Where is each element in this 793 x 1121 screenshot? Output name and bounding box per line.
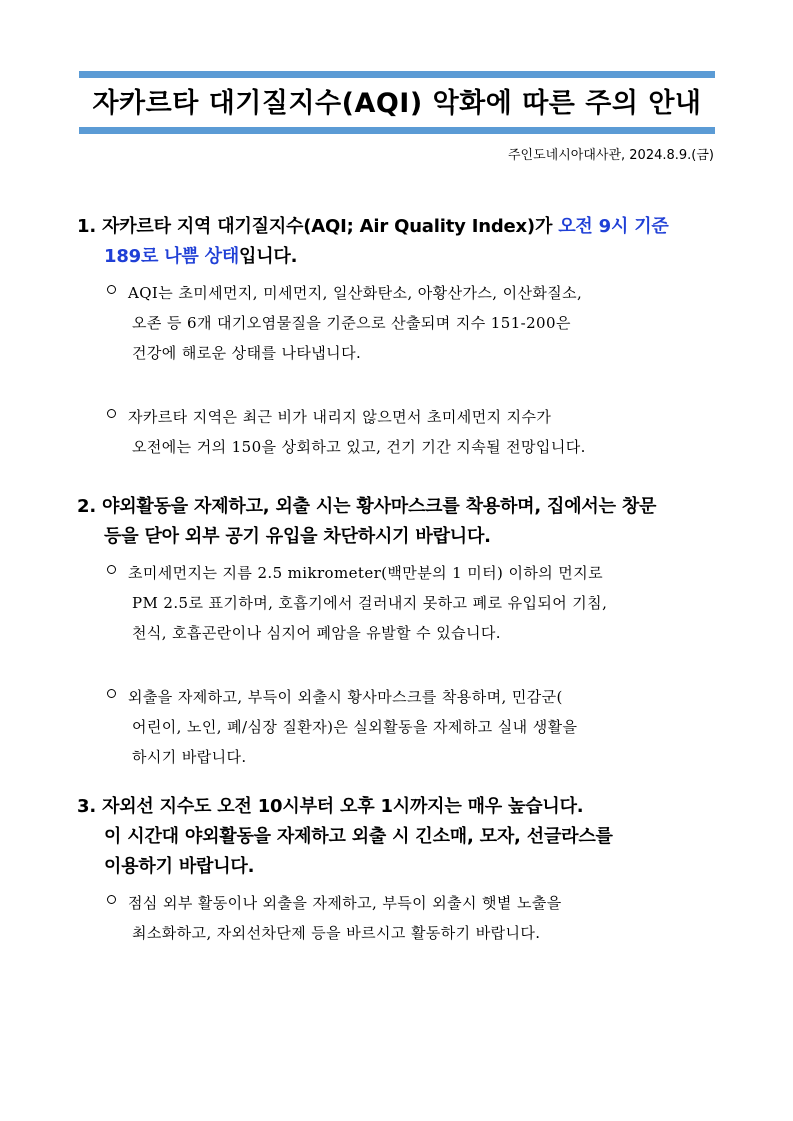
section-3-heading-line-2: 이 시간대 야외활동을 자제하고 외출 시 긴소매, 모자, 선글라스를: [104, 826, 613, 847]
section-3: [77, 792, 727, 948]
section-1-bullet-2: 자카르타 지역은 최근 비가 내리지 않으면서 초미세먼지 지수가 오전에는 거의 150을 상회하고 있고, 건기 기간 지속될 전망입니다.: [77, 402, 727, 462]
section-3-bullet-1: 점심 외부 활동이나 외출을 자제하고, 부득이 외출시 햇볕 노출을 최소화하고, 자외선차단제 등을 바르시고 활동하기 바랍니다.: [77, 888, 727, 948]
section-2-bullet-1: 초미세먼지는 지름 2.5 mikrometer(백만분의 1 미터) 이하의 먼지로 PM 2.5로 표기하며, 호흡기에서 걸러내지 못하고 폐로 유입되어 기침, 천식, 호흡곤란이나 심지어 폐암을 유발할 수 있습니다.: [77, 558, 727, 648]
section-1-heading-line-2: 189로 나쁨 상태입니다.: [104, 246, 298, 267]
highlight-time: 오전 9시 기준: [558, 216, 669, 237]
section-3-heading-line-1: 3. 자외선 지수도 오전 10시부터 오후 1시까지는 매우 높습니다.: [77, 796, 584, 817]
circle-bullet-icon: [107, 565, 116, 574]
section-2-bullet-2: 외출을 자제하고, 부득이 외출시 황사마스크를 착용하며, 민감군( 어린이, 노인, 폐/심장 질환자)은 실외활동을 자제하고 실내 생활을 하시기 바랍니다.: [77, 682, 727, 772]
bottom-rule: [79, 127, 715, 134]
circle-bullet-icon: [107, 689, 116, 698]
section-2-heading-line-1: 2. 야외활동을 자제하고, 외출 시는 황사마스크를 착용하며, 집에서는 창문: [77, 496, 657, 517]
section-2-heading-line-2: 등을 닫아 외부 공기 유입을 차단하시기 바랍니다.: [104, 526, 491, 547]
circle-bullet-icon: [107, 409, 116, 418]
section-1: [77, 212, 727, 462]
section-3-heading-line-3: 이용하기 바랍니다.: [104, 856, 255, 877]
circle-bullet-icon: [107, 895, 116, 904]
top-rule: [79, 71, 715, 78]
issuer-date: 주인도네시아대사관, 2024.8.9.(금): [507, 148, 714, 163]
page-title: 자카르타 대기질지수(AQI) 악화에 따른 주의 안내: [92, 88, 702, 119]
highlight-status: 189로 나쁨 상태: [104, 246, 240, 267]
circle-bullet-icon: [107, 285, 116, 294]
section-2: [77, 492, 727, 772]
section-1-heading-line-1: 1. 자카르타 지역 대기질지수(AQI; Air Quality Index)가 오전 9시 기준: [77, 216, 669, 237]
section-1-bullet-1: AQI는 초미세먼지, 미세먼지, 일산화탄소, 아황산가스, 이산화질소, 오존 등 6개 대기오염물질을 기준으로 산출되며 지수 151-200은 건강에 해로운 상태를 나타냅니다.: [77, 278, 727, 368]
